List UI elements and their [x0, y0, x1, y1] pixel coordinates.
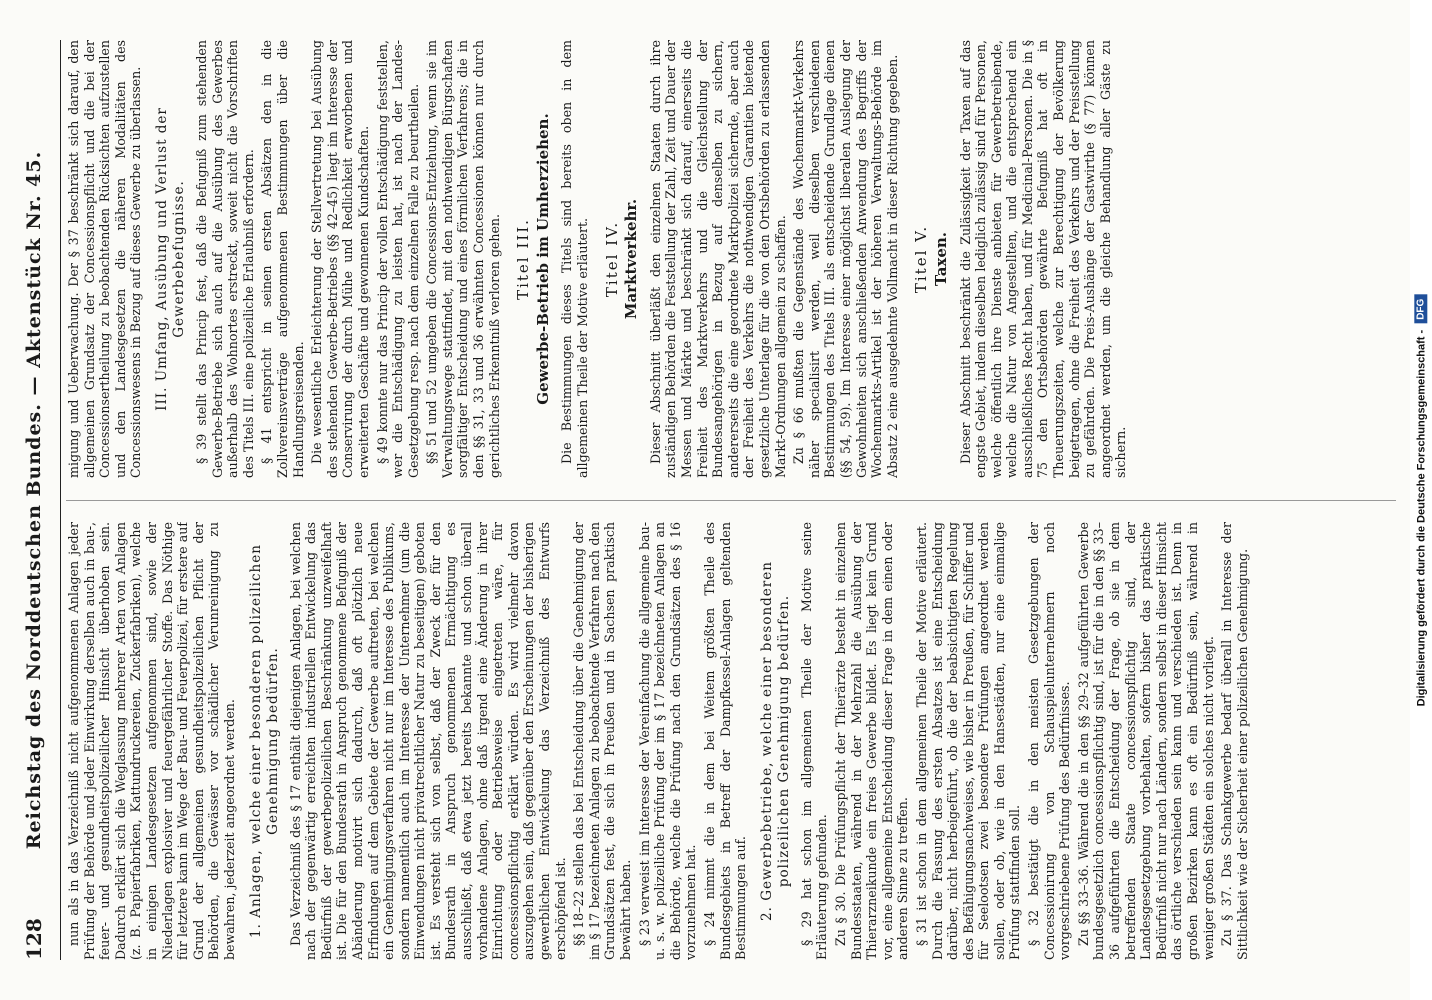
section-heading: 2. Gewerbebetriebe, welche einer besonderen polizeilichen Genehmigung bedürfen.: [758, 561, 792, 921]
dfg-logo: DFG: [1415, 294, 1428, 323]
paragraph: §§ 18–22 stellen das bei Entscheidung über die Genehmigung der im § 17 bezeichneten Anlagen zu beobachtende Verfahren nach den Grundsätzen fest, die sich in Preußen und in Sachsen praktisch bewährt haben.: [571, 522, 633, 960]
paragraph: §§ 51 und 52 umgeben die Concessions-Entziehung, wenn sie im Verwaltungswege stattfindet, mit den nothwendigen Bürgschaften sorgfältiger Entscheidung und eines förmlichen Verfahrens; die in den §§ 31, 33 und 36 erwähnten Concessionen können nur durch gerichtliches Erkenntniß verloren gehen.: [424, 40, 502, 478]
paragraph: § 39 stellt das Princip fest, daß die Befugniß zum stehenden Gewerbe-Betriebe sich auch auf die Ausübung des Gewerbes außerhalb des Wohnortes erstreckt, soweit nicht die Vorschriften des Titels III. eine polizeiliche Erlaubniß erfordern.: [193, 40, 256, 478]
paragraph: Zu § 66 mußten die Gegenstände des Wochenmarkt-Verkehrs näher specialisirt werden, weil dieselben verschiedenen Bestimmungen des Titels III. als entscheidende Grundlage dienen (§§ 54, 59). Im Interesse einer möglichst liberalen Auslegung der Gewohnheiten sich anschließenden Anwendung des Begriffs der Wochenmarkts-Artikel ist der höheren Verwaltungs-Behörde im Absatz 2 eine ausgedehnte Vollmacht in dieser Richtung gegeben.: [791, 40, 900, 478]
paragraph: § 29 hat schon im allgemeinen Theile der Motive seine Erläuterung gefunden.: [798, 522, 830, 960]
paragraph: Dieser Abschnitt überläßt den einzelnen Staaten durch ihre zuständigen Behörden die Feststellung der Zahl, Zeit und Dauer der Messen und Märkte und beschränkt sich darauf, einerseits die Freiheit des Marktverkehrs und die Gleichstellung der Bundesangehörigen in Bezug auf denselben zu sichern, andererseits die eine geordnete Marktpolizei sichernde, aber auch der Freiheit des Verkehrs die nothwendigen Garantien bietende gesetzliche Unterlage für die von den Ortsbehörden zu erlassenden Markt-Ordnungen allgemein zu schaffen.: [647, 40, 788, 478]
paragraph: § 49 konnte nur das Princip der vollen Entschädigung feststellen, wer die Entschädigung zu leisten hat, ist nach der Landes-Gesetzgebung resp. nach dem einzelnen Falle zu beurtheilen.: [374, 40, 421, 478]
section-heading: Marktverkehr.: [622, 198, 641, 320]
paragraph: migung und Ueberwachung. Der § 37 beschränkt sich darauf, den allgemeinen Grundsatz der Concessionspflicht und die bei der Concessionsertheilung zu beobachtenden Rücksichten aufzustellen und den Landesgesetzen die näheren Modalitäten des Concessionswesens in Bezug auf dieses Gewerbe zu überlassen.: [66, 40, 144, 478]
section-heading: Titel IV.: [602, 220, 621, 298]
paragraph: Die Bestimmungen dieses Titels sind bereits oben in dem allgemeinen Theile der Motive erläutert.: [559, 40, 591, 478]
section-heading: Titel III.: [514, 218, 533, 300]
paragraph: Zu § 30. Die Prüfungspflicht der Thierärzte besteht in einzelnen Bundesstaaten, während in der Mehrzahl die Ausübung der Thierarzneikunde ein freies Gewerbe bildet. Es liegt kein Grund vor, eine allgemeine Entscheidung dieser Frage in dem einen oder anderen Sinne zu treffen.: [832, 522, 911, 960]
paragraph: Zu §§ 33–36. Während die in den §§ 29–32 aufgeführten Gewerbe bundesgesetzlich concessionspflichtig sind, ist für die in den §§ 33–36 aufgeführten die Entscheidung der Frage, ob sie in dem betreffenden Staate concessionspflichtig sind, der Landesgesetzgebung vorbehalten, sofern bisher das praktische Bedürfniß nicht nur nach Ländern, sondern selbst in dieser Hinsicht das örtliche verschieden sein kann und verschieden ist. Denn in großen Bezirken kann es oft ein Bedürfniß sein, während in weniger großen Städten ein solches nicht vorliegt.: [1075, 522, 1216, 960]
column-divider: [66, 500, 1396, 501]
right-column: [66, 40, 1396, 478]
paragraph: § 31 ist schon in dem allgemeinen Theile der Motive erläutert. Durch die Fassung des ersten Absatzes ist eine Entscheidung darüber, nicht herbeigeführt, ob die der beabsichtigten Regelung des Befähigungsnachweises, wie bisher in Preußen, für Schiffer und für Seelootsen zwei besondere Prüfungen angeordnet werden sollen, oder ob, wie in den Hansestädten, nur eine einmalige Prüfung stattfinden soll.: [913, 522, 1023, 960]
page-header: [8, 40, 61, 960]
left-column: [66, 522, 1396, 960]
paragraph: § 24 nimmt die in dem bei Weitem größten Theile des Bundesgebiets in Betreff der Dampfkessel-Anlagen geltenden Bestimmungen auf.: [701, 522, 749, 960]
section-heading: Taxen.: [931, 231, 950, 287]
paragraph: § 23 verweist im Interesse der Vereinfachung die allgemeine bau- u. s. w. polizeiliche Prüfung der im § 17 bezeichneten Anlagen an die Behörde, welche die Prüfung nach den Grundsätzen des § 16 vorzunehmen hat.: [636, 522, 699, 960]
paragraph: § 41 entspricht in seinen ersten Absätzen den in die Zollvereinsverträge aufgenommenen Bestimmungen über die Handlungsreisenden.: [259, 40, 306, 478]
footer-credit: Digitalisierung gefördert durch die Deutsche Forschungsgemeinschaft -: [1415, 329, 1427, 706]
paragraph: nun als in das Verzeichniß nicht aufgenommenen Anlagen jeder Prüfung der Behörde und jeder Einwirkung derselben auch in bau-, feuer- und gesundheitspolizeilicher Hinsicht überhoben sein. Dadurch erklärt sich die Weglassung mehrerer Arten von Anlagen (z. B. Papierfabriken, Kattundruckereien, Zuckerfabriken), welche in einigen Landesgesetzen aufgenommen sind, sowie der Niederlagen explosiver und feuergefährlicher Stoffe. Das Nöthige für letztere kann im Wege der Bau- und Feuerpolizei, für erstere auf Grund der allgemeinen gesundheitspolizeilichen Pflicht der Behörden, die Gewässer vor schädlicher Verunreinigung zu bewahren, jederzeit angeordnet werden.: [66, 522, 237, 960]
section-heading: Gewerbe-Betrieb im Umherziehen.: [533, 113, 552, 405]
section-heading: 1. Anlagen, welche einer besonderen polizeilichen Genehmigung bedürfen.: [247, 544, 281, 938]
section-heading: Titel V.: [912, 224, 931, 294]
paragraph: Das Verzeichniß des § 17 enthält diejenigen Anlagen, bei welchen nach der gegenwärtig erreichten industriellen Entwickelung das Bedürfniß der gewerbepolizeilichen Beschränkung unzweifelhaft ist. Die für den Bundesrath in Anspruch genommene Befugniß der Abänderung motivirt sich dadurch, daß oft plötzlich neue Erfindungen auf dem Gebiete der Gewerbe auftreten, bei welchen ein Genehmigungsverfahren nicht nur im Interesse des Publikums, sondern namentlich auch im Interesse der Unternehmer (um die Einwendungen nicht privatrechtlicher Natur zu beseitigen) geboten ist. Es versteht sich von selbst, daß der Zweck der für den Bundesrath in Anspruch genommenen Ermächtigung es ausschließt, daß etwa jetzt bereits bekannte und schon überall vorhandene Anlagen, ohne daß irgend eine Änderung in ihrer Einrichtung oder Betriebsweise eingetreten wäre, für concessionspflichtig erklärt würden. Es wird vielmehr davon auszugehen sein, daß gegenüber den Erscheinungen der bisherigen gewerblichen Entwickelung das Verzeichniß des Entwurfs erschöpfend ist.: [287, 522, 568, 960]
digitization-footer: [1410, 0, 1432, 1000]
page-number: 128: [22, 918, 46, 960]
running-title: Reichstag des Norddeutschen Bundes. — Aktenstück Nr. 45.: [23, 150, 45, 850]
paragraph: Dieser Abschnitt beschränkt die Zulässigkeit der Taxen auf das engste Gebiet, indem dieselben lediglich zulässig sind für Personen, welche öffentlich ihre Dienste anbieten für Gewerbetreibende, welche die Natur von Angestellten, und die entsprechend ein ausschließliches Recht haben, und für Medicinal-Personen. Die in § 75 den Ortsbehörden gewährte Befugniß hat oft in Theuerungszeiten, welche zur Berechtigung der Bevölkerung beigetragen, ohne die Freiheit des Verkehrs und der Preisstellung zu gefährden. Die Preis-Aushänge der Gastwirthe (§ 77) können angeordnet werden, um die gleiche Behandlung aller Gäste zu sichern.: [957, 40, 1129, 478]
section-heading: III. Umfang, Ausübung und Verlust der Gewerbebefugnisse.: [153, 107, 187, 411]
paragraph: § 32 bestätigt die in den meisten Gesetzgebungen der Concessionirung von Schauspielunternehmern noch vorgeschriebene Prüfung des Bedürfnisses.: [1026, 522, 1073, 960]
paragraph: Die wesentliche Erleichterung der Stellvertretung bei Ausübung des stehenden Gewerbe-Betriebes (§§ 42–45) liegt im Interesse der Conservirung der durch Mühe und Redlichkeit erworbenen und erweiterten Geschäfte und gewonnenen Kundschaften.: [309, 40, 371, 478]
paragraph: Zu § 37. Das Schankgewerbe bedarf überall in Interesse der Sittlichkeit wie der Sicherheit einer polizeilichen Genehmigung.: [1219, 522, 1250, 960]
